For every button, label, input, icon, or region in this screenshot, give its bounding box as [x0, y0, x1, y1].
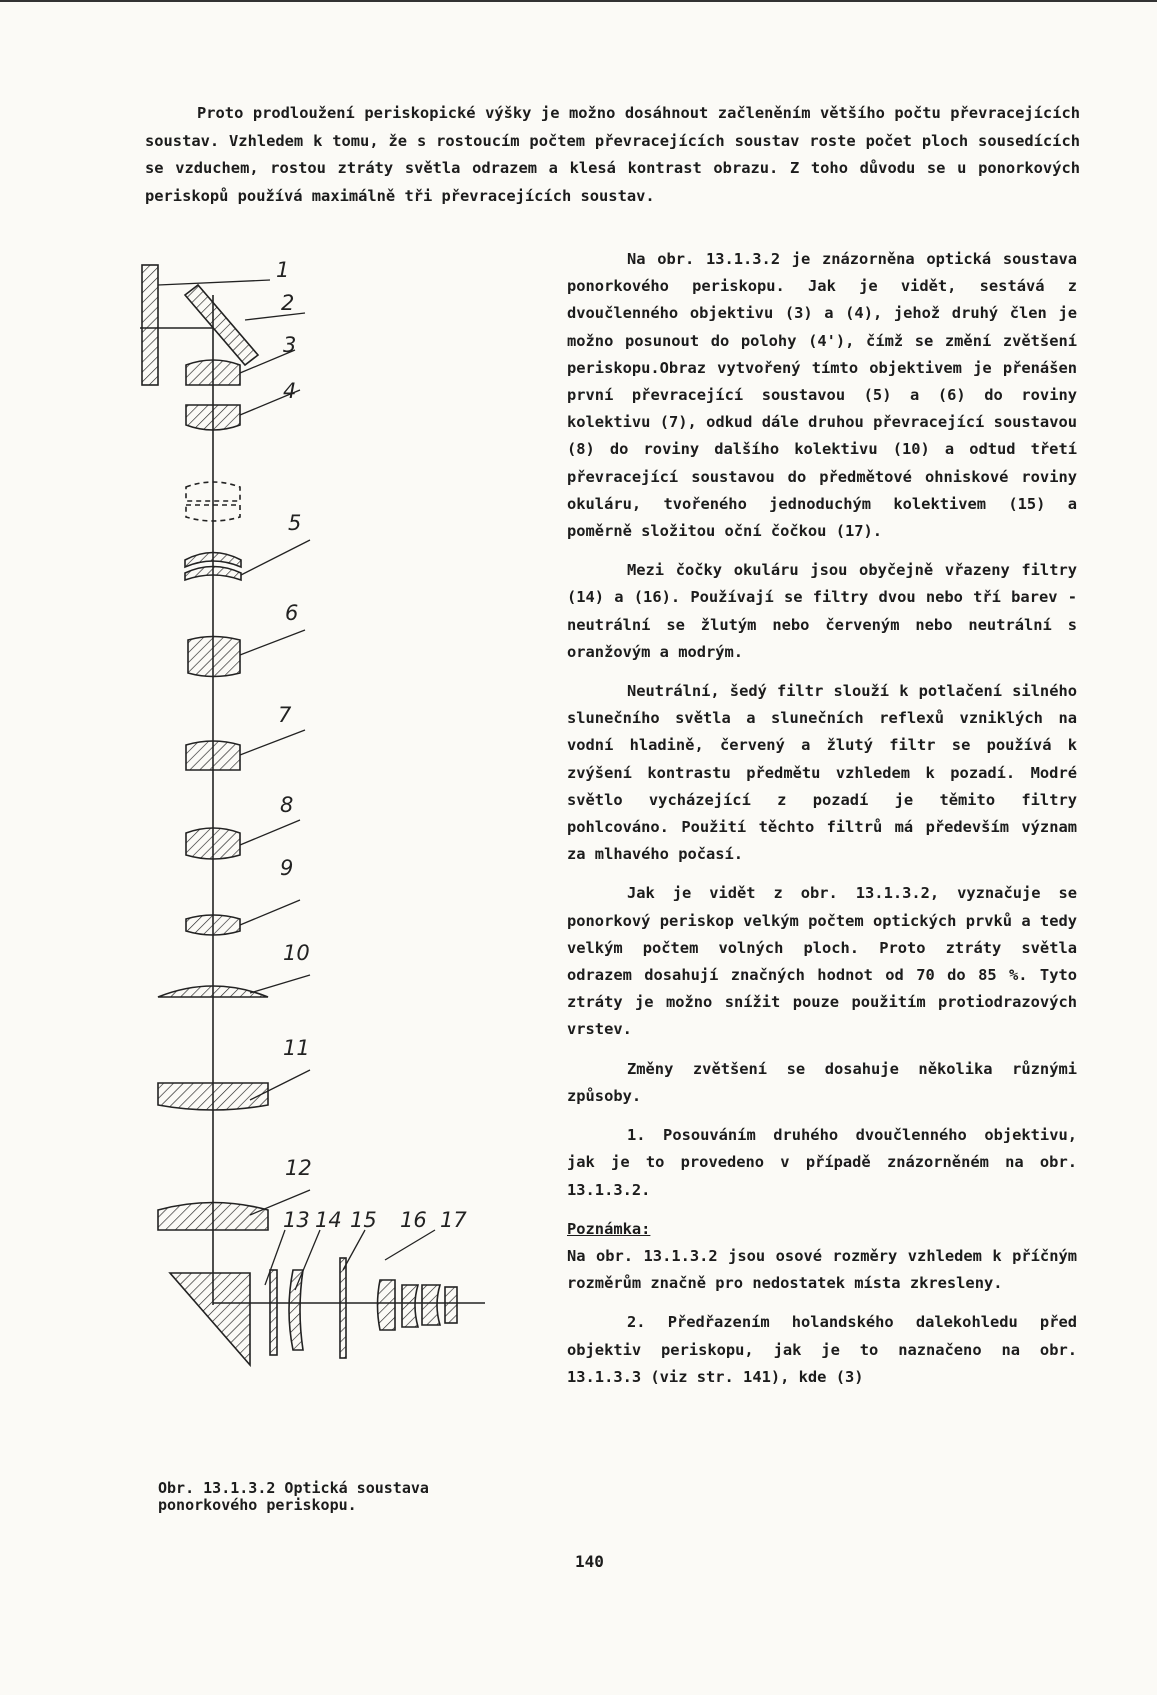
label-11: 11 — [283, 1036, 310, 1060]
element-1-window — [142, 265, 158, 385]
top-border — [0, 0, 1157, 2]
element-7-collective — [186, 741, 240, 770]
label-2: 2 — [281, 291, 295, 315]
label-7: 7 — [278, 703, 292, 727]
paragraph-5: Změny zvětšení se dosahuje několika různými způsoby. — [567, 1059, 1077, 1105]
label-16: 16 — [400, 1208, 427, 1232]
element-2-prism — [185, 285, 258, 365]
text-column — [567, 246, 1077, 1403]
label-9: 9 — [280, 856, 294, 880]
periscope-optical-diagram — [140, 255, 550, 1465]
element-6-lens — [188, 637, 240, 677]
element-17-eyelens — [378, 1280, 396, 1330]
element-13-prism — [170, 1273, 250, 1365]
note-heading: Poznámka: — [567, 1219, 651, 1238]
element-12-lens — [158, 1203, 268, 1231]
page-number: 140 — [575, 1552, 604, 1571]
label-5: 5 — [288, 511, 302, 535]
element-3-lens — [186, 360, 240, 385]
element-16-filter — [340, 1258, 346, 1358]
figure-caption: Obr. 13.1.3.2 Optická soustava ponorkového periskopu. — [158, 1479, 429, 1514]
paragraph-7: 2. Předřazením holandského dalekohledu před objektiv periskopu, jak je to naznačeno na obr. 13.1.3.3 (viz str. 141), kde (3) — [567, 1313, 1077, 1386]
paragraph-2: Mezi čočky okuláru jsou obyčejně vřazeny filtry (14) a (16). Používají se filtry dvou nebo tří barev - neutrální se žlutým nebo červeným nebo neutrální s oranžovým a modrým. — [567, 561, 1077, 661]
label-17: 17 — [440, 1208, 467, 1232]
label-1: 1 — [276, 258, 290, 282]
paragraph-4: Jak je vidět z obr. 13.1.3.2, vyznačuje se ponorkový periskop velkým počtem optických prvků a tedy velkým počtem volných ploch. Proto ztráty světla odrazem dosahují značných hodnot od 70 do 85 %. Tyto ztráty je možno snížit pouze použitím protiodrazových vrstev. — [567, 884, 1077, 1039]
label-14: 14 — [315, 1208, 342, 1232]
intro-text: Proto prodloužení periskopické výšky je možno dosáhnout začleněním většího počtu převracejících soustav. Vzhledem k tomu, že s rostoucím počtem převracejících soustav roste počet ploch sousedících se vzduchem, rostou ztráty světla odrazem a klesá kontrast obrazu. Z toho důvodu se u ponorkových periskopů používá maximálně tři převracejících soustav. — [145, 104, 1080, 205]
element-15-lens — [289, 1270, 303, 1350]
label-12: 12 — [285, 1156, 312, 1180]
paragraph-3: Neutrální, šedý filtr slouží k potlačení silného slunečního světla a slunečních reflexů vzniklých na vodní hladině, červený a žlutý filtr se používá k zvýšení kontrastu předmětu vzhledem k pozadí. Modré světlo vycházející z pozadí je těmito filtry pohlcováno. Použití těchto filtrů má především význam za mlhavého počasí. — [567, 682, 1077, 864]
note-text: Na obr. 13.1.3.2 jsou osové rozměry vzhledem k příčným rozměrům značně pro nedostatek místa zkresleny. — [567, 1246, 1077, 1293]
label-15: 15 — [350, 1208, 377, 1232]
element-8-lens — [186, 828, 240, 859]
element-11-lens — [158, 1083, 268, 1110]
label-6: 6 — [285, 601, 299, 625]
label-4: 4 — [283, 379, 297, 403]
element-14-filter — [270, 1270, 277, 1355]
paragraph-6: 1. Posouváním druhého dvoučlenného objektivu, jak je to provedeno v případě znázorněném na obr. 13.1.3.2. — [567, 1126, 1077, 1199]
paragraph-1: Na obr. 13.1.3.2 je znázorněna optická soustava ponorkového periskopu. Jak je vidět, sestává z dvoučlenného objektivu (3) a (4), jehož druhý člen je možno posunout do polohy (4'), čímž se změní zvětšení periskopu.Obraz vytvořený tímto objektivem je přenášen první převracející soustavou (5) a (6) do roviny kolektivu (7), odkud dále druhou převracející soustavou (8) do roviny dalšího kolektivu (10) a odtud třetí převracející soustavou do předmětové ohniskové roviny okuláru, tvořeného jednoduchým kolektivem (15) a poměrně složitou oční čočkou (17). — [567, 250, 1077, 541]
label-13: 13 — [283, 1208, 310, 1232]
element-9-lens — [186, 915, 240, 935]
label-8: 8 — [280, 793, 294, 817]
intro-paragraph — [145, 100, 1080, 210]
element-4-lens — [186, 405, 240, 430]
element-10-lens — [158, 986, 268, 997]
label-10: 10 — [283, 941, 310, 965]
label-3: 3 — [283, 333, 297, 357]
